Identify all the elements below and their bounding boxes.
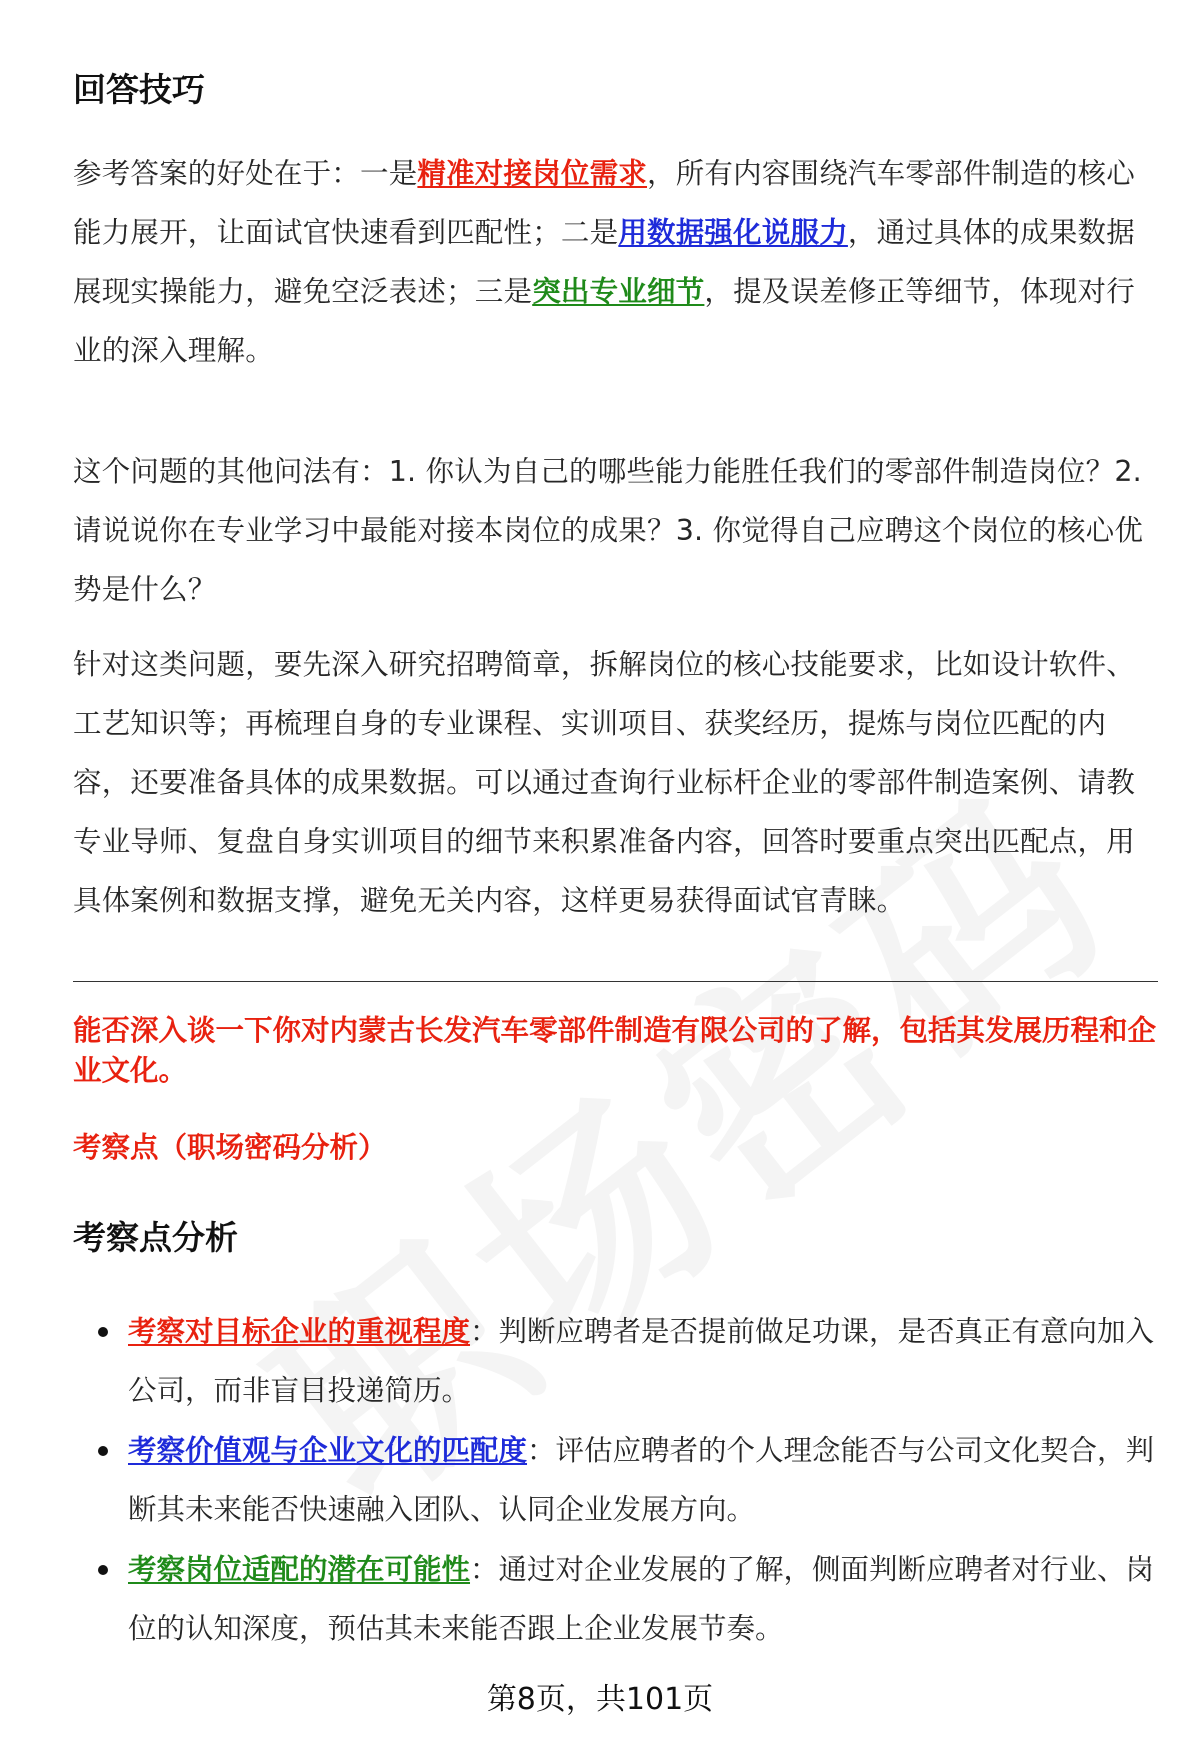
interview-question: 能否深入谈一下你对内蒙古长发汽车零部件制造有限公司的了解，包括其发展历程和企业文化。 xyxy=(73,1014,1157,1087)
section-heading-assessment-analysis: 考察点分析 xyxy=(73,1218,238,1257)
highlight-precise-match: 精准对接岗位需求 xyxy=(417,157,648,190)
bullet-dot-icon xyxy=(98,1446,108,1456)
list-item xyxy=(73,1540,1158,1658)
paragraph-text: ，提及误差修正等细节，体现对行业的深入理解。 xyxy=(73,275,1135,367)
bullet-text: ：通过对企业发展的了解，侧面判断应聘者对行业、岗位的认知深度，预估其未来能否跟上企业发展节奏。 xyxy=(128,1553,1155,1645)
bullet-dot-icon xyxy=(98,1327,108,1337)
bullet-title-position-potential: 考察岗位适配的潜在可能性 xyxy=(128,1553,471,1586)
list-item xyxy=(73,1421,1158,1539)
page-number-footer: 第8页，共101页 xyxy=(486,1682,714,1717)
assessment-label: 考察点（职场密码分析） xyxy=(73,1131,387,1164)
bullet-text: ：评估应聘者的个人理念能否与公司文化契合，判断其未来能否快速融入团队、认同企业发展方向。 xyxy=(128,1434,1155,1526)
paragraph-alternative-questions: 这个问题的其他问法有：1. 你认为自己的哪些能力能胜任我们的零部件制造岗位？2. 请说说你在专业学习中最能对接本岗位的成果？3. 你觉得自己应聘这个岗位的核心优势是什么？ xyxy=(73,455,1144,606)
highlight-data-persuasion: 用数据强化说服力 xyxy=(618,216,848,249)
paragraph-answer-benefits xyxy=(73,144,1158,380)
paragraph-preparation-advice: 针对这类问题，要先深入研究招聘简章，拆解岗位的核心技能要求，比如设计软件、工艺知识等；再梳理自身的专业课程、实训项目、获奖经历，提炼与岗位匹配的内容，还要准备具体的成果数据。可以通过查询行业标杆企业的零部件制造案例、请教专业导师、复盘自身实训项目的细节来积累准备内容，回答时要重点突出匹配点，用具体案例和数据支撑，避免无关内容，这样更易获得面试官青睐。 xyxy=(73,648,1135,917)
bullet-title-culture-fit: 考察价值观与企业文化的匹配度 xyxy=(128,1434,528,1467)
assessment-bullet-list xyxy=(73,1302,1158,1659)
bullet-dot-icon xyxy=(98,1565,108,1575)
section-divider xyxy=(73,981,1158,982)
bullet-text: ：判断应聘者是否提前做足功课，是否真正有意向加入公司，而非盲目投递简历。 xyxy=(128,1315,1155,1407)
paragraph-text: ，所有内容围绕汽车零部件制造的核心能力展开，让面试官快速看到匹配性；二是 xyxy=(73,157,1135,249)
paragraph-text: ，通过具体的成果数据展现实操能力，避免空泛表述；三是 xyxy=(73,216,1135,308)
section-heading-answer-tips: 回答技巧 xyxy=(73,70,205,109)
list-item xyxy=(73,1302,1158,1420)
bullet-title-company-attention: 考察对目标企业的重视程度 xyxy=(128,1315,471,1348)
paragraph-text: 参考答案的好处在于：一是 xyxy=(73,157,418,190)
highlight-professional-details: 突出专业细节 xyxy=(532,275,705,308)
